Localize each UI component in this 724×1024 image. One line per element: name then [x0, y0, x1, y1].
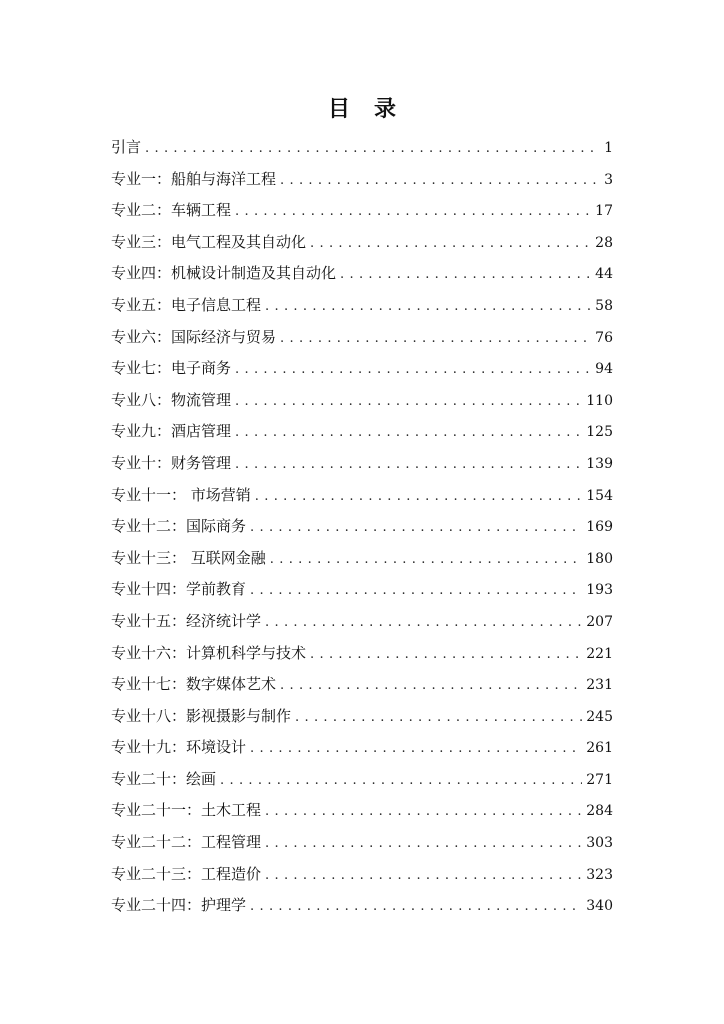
toc-entry[interactable] — [111, 795, 613, 827]
toc-entry-page-number: 169 — [586, 519, 613, 536]
toc-entry-label: 专业四：机械设计制造及其自动化 — [111, 264, 337, 283]
toc-dot-leader — [310, 639, 582, 671]
toc-entry-label: 引言 — [111, 138, 142, 156]
toc-entry-label: 专业二十：绘画 — [111, 769, 217, 788]
toc-entry-label: 专业二：车辆工程 — [111, 201, 232, 220]
toc-entry[interactable] — [111, 764, 613, 796]
toc-entry-label: 专业十五：经济统计学 — [111, 611, 262, 630]
toc-entry[interactable] — [111, 448, 613, 480]
toc-entry[interactable] — [111, 606, 613, 638]
toc-entry-page-number: 284 — [586, 803, 613, 820]
toc-dot-leader — [235, 354, 591, 386]
toc-entry-label: 专业十一： 市场营销 — [111, 485, 251, 504]
toc-entry[interactable] — [111, 258, 613, 290]
toc-entry-label: 专业九：酒店管理 — [111, 422, 232, 441]
toc-entry-label: 专业三：电气工程及其自动化 — [111, 232, 307, 251]
toc-entry-label: 专业八：物流管理 — [111, 390, 232, 409]
toc-entry-page-number: 221 — [586, 645, 613, 662]
toc-dot-leader — [265, 607, 582, 639]
toc-entry-label: 专业二十四：护理学 — [111, 896, 247, 915]
toc-entry-label: 专业一：船舶与海洋工程 — [111, 169, 277, 188]
toc-title-part2: 录 — [374, 97, 397, 122]
toc-entry-label: 专业五：电子信息工程 — [111, 295, 262, 314]
toc-entry-label: 专业十三： 互联网金融 — [111, 548, 266, 567]
toc-entry[interactable] — [111, 195, 613, 227]
toc-entry-page-number: 94 — [595, 361, 613, 378]
toc-entry[interactable] — [111, 353, 613, 385]
toc-dot-leader — [295, 702, 582, 734]
toc-entry-label: 专业二十二：工程管理 — [111, 833, 262, 852]
toc-dot-leader — [340, 259, 591, 291]
toc-entry-label: 专业十九：环境设计 — [111, 738, 247, 757]
toc-entry-page-number: 154 — [586, 487, 613, 504]
toc-entry-label: 专业十二：国际商务 — [111, 517, 247, 536]
toc-entry[interactable] — [111, 669, 613, 701]
toc-title — [0, 92, 724, 123]
toc-entry[interactable] — [111, 638, 613, 670]
toc-dot-leader — [310, 228, 591, 260]
toc-entry-label: 专业十：财务管理 — [111, 453, 232, 472]
toc-entry-label: 专业六：国际经济与贸易 — [111, 327, 277, 346]
toc-entry[interactable] — [111, 290, 613, 322]
toc-dot-leader — [265, 796, 582, 828]
toc-entry-page-number: 207 — [586, 613, 613, 630]
toc-entry-page-number: 3 — [604, 171, 613, 188]
toc-entry[interactable] — [111, 164, 613, 196]
toc-dot-leader — [145, 133, 600, 165]
toc-entry-page-number: 125 — [586, 424, 613, 441]
toc-entry-page-number: 245 — [586, 708, 613, 725]
toc-entry-page-number: 17 — [595, 203, 613, 220]
toc-entry[interactable] — [111, 574, 613, 606]
toc-dot-leader — [250, 512, 582, 544]
toc-entry-label: 专业二十三：工程造价 — [111, 864, 262, 883]
toc-dot-leader — [280, 323, 591, 355]
toc-dot-leader — [270, 544, 582, 576]
toc-entry-page-number: 139 — [586, 455, 613, 472]
toc-entry-label: 专业十四：学前教育 — [111, 580, 247, 599]
toc-entry-page-number: 180 — [586, 550, 613, 567]
toc-entry-page-number: 271 — [586, 771, 613, 788]
toc-entry-page-number: 110 — [586, 392, 613, 409]
toc-dot-leader — [250, 891, 582, 923]
toc-entry-page-number: 340 — [586, 898, 613, 915]
toc-list — [111, 132, 613, 922]
toc-entry[interactable] — [111, 132, 613, 164]
toc-entry[interactable] — [111, 227, 613, 259]
toc-entry-label: 专业二十一：土木工程 — [111, 801, 262, 820]
toc-entry-page-number: 44 — [595, 266, 613, 283]
toc-dot-leader — [250, 575, 582, 607]
toc-entry[interactable] — [111, 890, 613, 922]
toc-entry-label: 专业七：电子商务 — [111, 359, 232, 378]
toc-dot-leader — [280, 165, 600, 197]
toc-dot-leader — [235, 417, 582, 449]
toc-entry[interactable] — [111, 859, 613, 891]
toc-entry-page-number: 1 — [604, 140, 613, 156]
toc-entry[interactable] — [111, 732, 613, 764]
toc-title-part1: 目 — [327, 97, 350, 122]
toc-entry-page-number: 261 — [586, 740, 613, 757]
toc-entry-label: 专业十六：计算机科学与技术 — [111, 643, 307, 662]
toc-entry-page-number: 193 — [586, 582, 613, 599]
toc-dot-leader — [280, 670, 582, 702]
toc-dot-leader — [265, 860, 582, 892]
toc-dot-leader — [220, 765, 582, 797]
toc-dot-leader — [265, 291, 591, 323]
toc-entry[interactable] — [111, 701, 613, 733]
toc-entry-label: 专业十七：数字媒体艺术 — [111, 675, 277, 694]
toc-entry-label: 专业十八：影视摄影与制作 — [111, 706, 292, 725]
toc-dot-leader — [250, 733, 582, 765]
toc-dot-leader — [265, 828, 582, 860]
toc-entry[interactable] — [111, 827, 613, 859]
toc-dot-leader — [235, 196, 591, 228]
toc-dot-leader — [235, 386, 582, 418]
toc-entry[interactable] — [111, 543, 613, 575]
toc-entry[interactable] — [111, 480, 613, 512]
toc-entry[interactable] — [111, 416, 613, 448]
toc-entry[interactable] — [111, 322, 613, 354]
toc-entry-page-number: 76 — [595, 329, 613, 346]
toc-entry[interactable] — [111, 511, 613, 543]
toc-entry-page-number: 58 — [595, 297, 613, 314]
toc-entry-page-number: 303 — [586, 835, 613, 852]
toc-entry-page-number: 28 — [595, 234, 613, 251]
toc-entry-page-number: 231 — [586, 677, 613, 694]
toc-entry-page-number: 323 — [586, 866, 613, 883]
toc-dot-leader — [235, 449, 582, 481]
toc-dot-leader — [255, 481, 582, 513]
toc-entry[interactable] — [111, 385, 613, 417]
